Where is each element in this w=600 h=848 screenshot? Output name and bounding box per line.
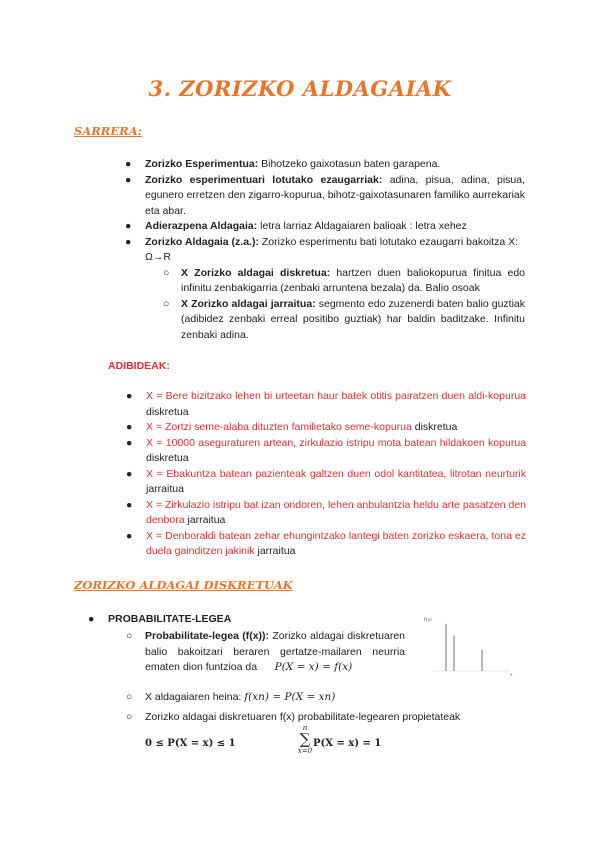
circle-bullet-icon: ○ [126, 630, 133, 642]
bullet-icon: ● [125, 173, 132, 186]
sarrera-heading: SARRERA: [74, 124, 142, 138]
propietateak-item: ○ Zorizko aldagai diskretuaren f(x) probabilitate-legearen propietateak [145, 710, 565, 726]
bullet-icon: ● [88, 613, 95, 625]
list-item: ● Zorizko esperimentuari lotutako ezaugarriak: adina, pisua, adina, pisua, egunero erretzen den zigarro-kopurua, bihotz-gaixotasunaren familiko aurrekariak eta abar. [125, 173, 525, 217]
circle-bullet-icon: ○ [163, 266, 170, 279]
list-item: ● Zorizko Aldagaia (z.a.): Zorizko esperimentu bati lotutako ezaugarri bakoitza X: Ω→R [125, 235, 519, 263]
bullet-icon: ● [126, 498, 133, 511]
sub-list-item: ○ X Zorizko aldagai diskretua: hartzen duen baliokopurua finitua edo infinitu zenbakigarria (zenbaki arruntena bezala) da. Balio osoak [163, 266, 525, 294]
bullet-icon: ● [125, 220, 132, 232]
probabilitate-item: ● PROBABILITATE-LEGEA [108, 612, 548, 628]
circle-bullet-icon: ○ [126, 711, 133, 723]
sarrera-list [125, 157, 525, 343]
sub-list-item: ○ Probabilitate-legea (f(x)): Zorizko aldagai diskretuaren balio bakoitzari beraren gertatze-mailaren neurria ematen dion funtzioa da P(X = x) = f(x) [126, 630, 405, 673]
property-1-formula: 0 ≤ P(X = x) ≤ 1 [145, 738, 236, 749]
chart-bars [446, 624, 482, 671]
bullet-icon: ● [126, 529, 133, 542]
list-item: ● Zorizko Esperimentua: Bihotzeko gaixotasun baten garapena. [145, 157, 525, 173]
list-item: ● X = Zortzi seme-alaba dituzten familietako seme-kopurua diskretua [146, 420, 526, 436]
list-item: ● Adierazpena Aldagaia: letra larriaz Aldagaiaren balioak : letra xehez [145, 219, 525, 235]
sum-operator: n ∑ x=0 [295, 724, 315, 755]
bullet-icon: ● [125, 158, 132, 170]
page-title: 3. ZORIZKO ALDAGAIAK [148, 76, 452, 101]
diskretuak-heading: ZORIZKO ALDAGAI DISKRETUAK [74, 578, 293, 592]
sum-icon: ∑ [299, 730, 311, 748]
chart-ylabel: f(x) [424, 618, 432, 623]
bullet-icon: ● [125, 235, 132, 248]
list-item: ● X = Denboraldi batean zehar ehungintzako lantegi baten zorizko eskaera, tona ez duela gainditzen jakinik jarraitua [126, 529, 526, 557]
chart-xlabel: x [510, 672, 513, 677]
probability-chart [424, 613, 514, 677]
property-2-formula: P(X = x) = 1 [313, 738, 382, 749]
list-item: ● X = 10000 aseguraturen artean, zirkulazio istripu mota batean hildakoen kopurua diskretua [126, 436, 526, 464]
sub-list-item: ○ X Zorizko aldagai jarraitua: segmento edo zuzenerdi baten balio guztiak (adibidez zenbaki erreal positibo guztiak) har baldin baditzake. Infinitu zenbaki adina. [163, 297, 525, 341]
list-item: ● X = Bere bizitzako lehen bi urteetan haur batek otitis pairatzen duen aldi-kopurua diskretua [126, 390, 526, 418]
list-item: ● X = Ebakuntza batean pazienteak galtzen duen odol kantitatea, litrotan neurturik jarraitua [126, 467, 526, 495]
bullet-icon: ● [126, 390, 133, 402]
heina-item: ○ X aldagaiaren heina: f(xn) = P(X = xn) [145, 690, 565, 706]
adibideak-heading: ADIBIDEAK: [108, 360, 170, 372]
bullet-icon: ● [126, 421, 133, 433]
adibideak-list [126, 389, 526, 560]
circle-bullet-icon: ○ [163, 297, 170, 310]
circle-bullet-icon: ○ [126, 691, 133, 703]
list-item: ● X = Zirkulazio istripu bat izan ondoren, lehen anbulantzia heldu arte pasatzen den denbora jarraitua [126, 498, 526, 526]
bullet-icon: ● [126, 467, 133, 480]
probabilitate-sublist [126, 629, 405, 676]
bullet-icon: ● [126, 436, 133, 449]
